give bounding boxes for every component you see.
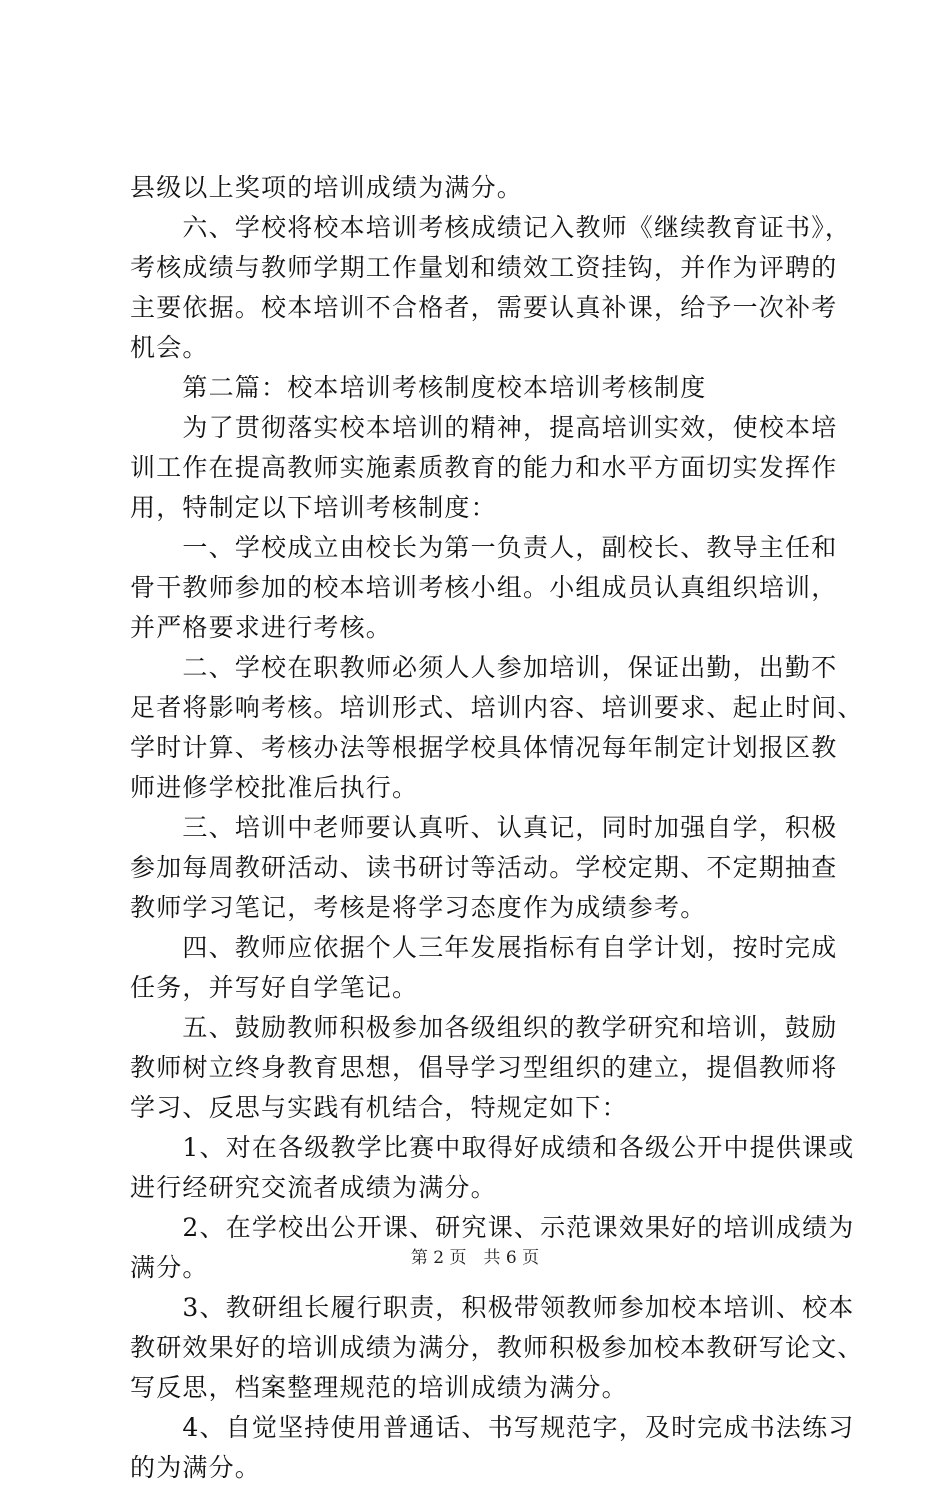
text-line: 任务，并写好自学笔记。 <box>130 973 419 1002</box>
text-line: 二、学校在职教师必须人人参加培训，保证出勤，出勤不 <box>130 653 838 682</box>
text-line: 参加每周教研活动、读书研讨等活动。学校定期、不定期抽查 <box>130 853 838 882</box>
text-line: 三、培训中老师要认真听、认真记，同时加强自学，积极 <box>130 813 838 842</box>
text-line: 训工作在提高教师实施素质教育的能力和水平方面切实发挥作 <box>130 453 838 482</box>
text-line: 县级以上奖项的培训成绩为满分。 <box>130 173 524 202</box>
text-line: 足者将影响考核。培训形式、培训内容、培训要求、起止时间、 <box>130 693 864 722</box>
text-line: 满分。 <box>130 1253 209 1282</box>
text-line: 六、学校将校本培训考核成绩记入教师《继续教育证书》， <box>130 213 852 242</box>
text-line: 主要依据。校本培训不合格者，需要认真补课，给予一次补考 <box>130 293 838 322</box>
text-line: 五、鼓励教师积极参加各级组织的教学研究和培训，鼓励 <box>130 1013 838 1042</box>
page-footer: 第 2 页 共 6 页 <box>410 1248 540 1268</box>
text-line: 进行经研究交流者成绩为满分。 <box>130 1173 497 1202</box>
text-line: 2、在学校出公开课、研究课、示范课效果好的培训成绩为 <box>130 1213 855 1242</box>
text-line: 教师学习笔记，考核是将学习态度作为成绩参考。 <box>130 893 707 922</box>
text-line: 机会。 <box>130 333 209 362</box>
text-line: 1、对在各级教学比赛中取得好成绩和各级公开中提供课或 <box>130 1133 855 1162</box>
document-body <box>130 168 864 1488</box>
text-line: 学时计算、考核办法等根据学校具体情况每年制定计划报区教 <box>130 733 838 762</box>
text-line: 的为满分。 <box>130 1453 262 1482</box>
text-line: 学习、反思与实践有机结合，特规定如下： <box>130 1093 628 1122</box>
text-line: 一、学校成立由校长为第一负责人，副校长、教导主任和 <box>130 533 838 562</box>
text-line: 骨干教师参加的校本培训考核小组。小组成员认真组织培训， <box>130 573 838 602</box>
text-line: 四、教师应依据个人三年发展指标有自学计划，按时完成 <box>130 933 838 962</box>
text-line: 第二篇：校本培训考核制度校本培训考核制度 <box>130 373 707 402</box>
text-line: 为了贯彻落实校本培训的精神，提高培训实效，使校本培 <box>130 413 838 442</box>
text-line: 4、自觉坚持使用普通话、书写规范字，及时完成书法练习 <box>130 1413 855 1442</box>
text-line: 考核成绩与教师学期工作量划和绩效工资挂钩，并作为评聘的 <box>130 253 838 282</box>
text-line: 写反思，档案整理规范的培训成绩为满分。 <box>130 1373 628 1402</box>
text-line: 并严格要求进行考核。 <box>130 613 393 642</box>
text-line: 教研效果好的培训成绩为满分，教师积极参加校本教研写论文、 <box>130 1333 864 1362</box>
text-line: 用，特制定以下培训考核制度： <box>130 493 497 522</box>
text-line: 3、教研组长履行职责，积极带领教师参加校本培训、校本 <box>130 1293 855 1322</box>
text-line: 师进修学校批准后执行。 <box>130 773 419 802</box>
text-line: 教师树立终身教育思想，倡导学习型组织的建立，提倡教师将 <box>130 1053 838 1082</box>
